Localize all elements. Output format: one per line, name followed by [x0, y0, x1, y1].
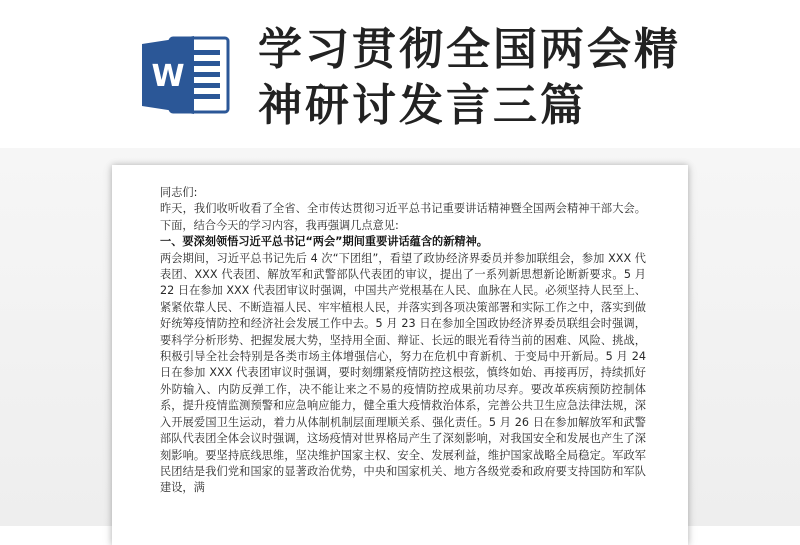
svg-text:W: W [151, 59, 185, 94]
document-page [112, 165, 688, 545]
intro-paragraph: 昨天，我们收听收看了全省、全市传达贯彻习近平总书记重要讲话精神暨全国两会精神干部大会。下面，结合今天的学习内容，我再强调几点意见: [160, 202, 646, 232]
page-title [258, 22, 778, 134]
salutation: 同志们: [160, 186, 198, 199]
word-icon [140, 32, 232, 118]
body-paragraph: 两会期间，习近平总书记先后 4 次“下团组”，看望了政协经济界委员并参加联组会，参加 XXX 代表团、XXX 代表团、解放军和武警部队代表团的审议，提出了一系列新思想新论断新要求。5 月 22 日在参加 XXX 代表团审议时强调，中国共产党根基在人民、血脉在人民。必须坚持人民至上、紧紧依靠人民、不断造福人民、牢牢植根人民，并落实到各项决策部署和实际工作之中，落实到做好统筹疫情防控和经济社会发展工作中去。5 月 23 日在参加全国政协经济界委员联组会时强调，要科学分析形势、把握发展大势，坚持用全面、辩证、长远的眼光看待当前的困难、风险、挑战，积极引导全社会特别是各类市场主体增强信心，努力在危机中育新机、于变局中开新局。5 月 24 日在参加 XXX 代表团审议时强调，要时刻绷紧疫情防控这根弦，慎终如始、再接再厉，持续抓好外防输入、内防反弹工作，决不能让来之不易的疫情防控成果前功尽弃。要改革疾病预防控制体系，提升疫情监测预警和应急响应能力，健全重大疫情救治体系，完善公共卫生应急法律法规，深入开展爱国卫生运动，着力从体制机制层面理顺关系、强化责任。5 月 26 日在参加解放军和武警部队代表团全体会议时强调，这场疫情对世界格局产生了深刻影响，对我国安全和发展也产生了深刻影响。要坚持底线思维，坚决维护国家主权、安全、发展利益，维护国家战略全局稳定。军政军民团结是我们党和国家的显著政治优势，中央和国家机关、地方各级党委和政府要支持国防和军队建设，满 [160, 251, 646, 495]
title-line-1: 学习贯彻全国两会精 [258, 24, 681, 75]
title-line-2: 神研讨发言三篇 [258, 80, 587, 131]
document-body [160, 185, 646, 497]
section-heading: 一、要深刻领悟习近平总书记“两会”期间重要讲话蕴含的新精神。 [160, 235, 488, 249]
